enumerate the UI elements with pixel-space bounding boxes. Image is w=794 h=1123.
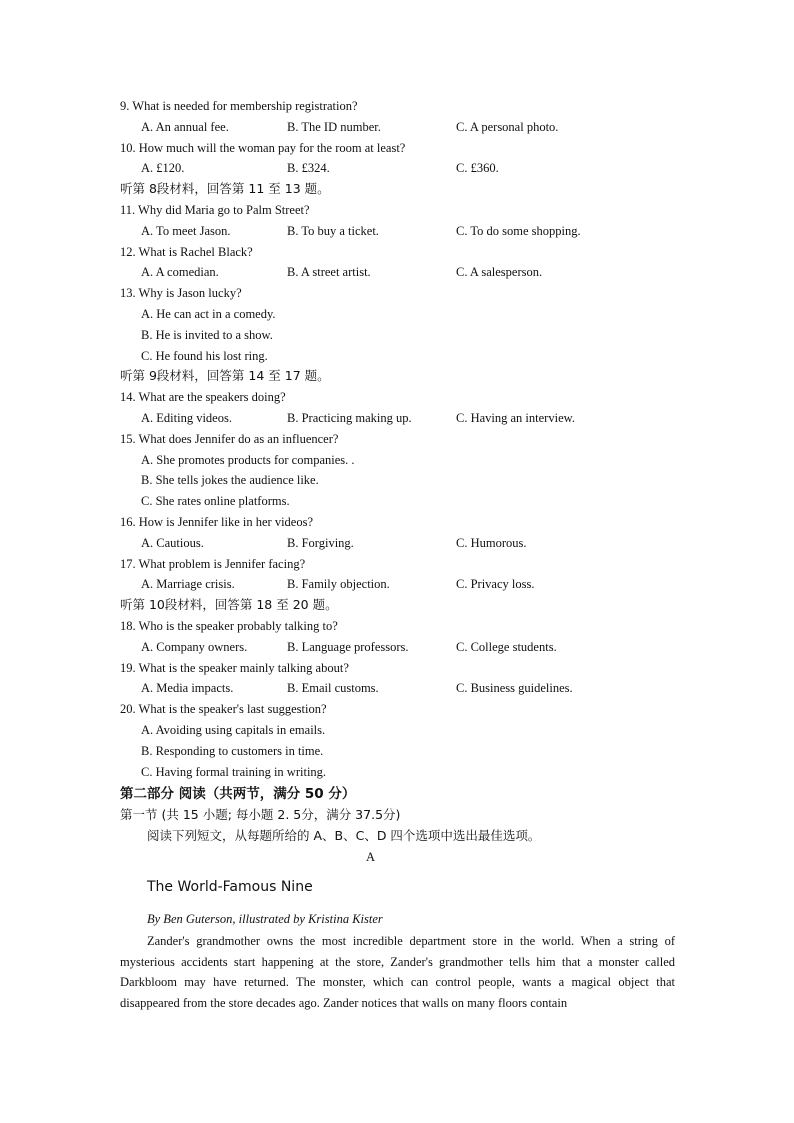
answer-option: B. £324.	[287, 161, 330, 176]
answer-option: A. Cautious.	[141, 535, 204, 550]
answer-option: A. Company owners.	[141, 639, 248, 654]
answer-option: B. Language professors.	[287, 639, 409, 654]
answer-option: A. She promotes products for companies. .	[141, 452, 355, 467]
passage-paragraph: Zander's grandmother owns the most incredible department store in the world. When a string of mysterious accidents start happening at the store, Zander's grandmother tells him that a monster called Darkbloom may have returned. The monster, which can control people, wants a magical object that disappeared from the store decades ago. Zander notices that walls on many floors contain	[120, 933, 675, 1011]
answer-option: B. Practicing making up.	[287, 411, 412, 425]
answer-option: A. Editing videos.	[141, 411, 232, 425]
answer-option: B. Responding to customers in time.	[141, 743, 324, 758]
question-stem: 9. What is needed for membership registration?	[120, 99, 358, 113]
answer-option: A. To meet Jason.	[141, 223, 231, 238]
answer-option: C. He found his lost ring.	[141, 348, 268, 363]
answer-option: A. Marriage crisis.	[141, 577, 235, 592]
answer-option: B. To buy a ticket.	[287, 223, 379, 238]
section-instruction: 听第 10段材料，回答第 18 至 20 题。	[120, 597, 338, 613]
answer-option: B. The ID number.	[287, 119, 381, 134]
answer-option: A. £120.	[141, 161, 185, 176]
question-stem: 20. What is the speaker's last suggestion?	[120, 702, 327, 717]
book-title: The World-Famous Nine	[147, 878, 313, 895]
question-stem: 19. What is the speaker mainly talking about?	[120, 660, 349, 675]
answer-option: B. A street artist.	[287, 265, 371, 280]
answer-option: C. Having an interview.	[456, 411, 575, 425]
answer-option: C. A personal photo.	[456, 119, 559, 134]
question-stem: 13. Why is Jason lucky?	[120, 286, 242, 301]
section-instruction: 听第 9段材料，回答第 14 至 17 题。	[120, 368, 330, 384]
question-stem: 18. Who is the speaker probably talking to?	[120, 619, 338, 633]
question-stem: 11. Why did Maria go to Palm Street?	[120, 203, 310, 217]
answer-option: B. She tells jokes the audience like.	[141, 473, 319, 488]
answer-option: C. College students.	[456, 639, 557, 654]
answer-option: C. A salesperson.	[456, 265, 543, 280]
question-stem: 16. How is Jennifer like in her videos?	[120, 515, 314, 529]
answer-option: C. She rates online platforms.	[141, 494, 290, 509]
question-stem: 12. What is Rachel Black?	[120, 244, 253, 259]
answer-option: C. Business guidelines.	[456, 681, 573, 696]
answer-option: C. Having formal training in writing.	[141, 764, 327, 779]
question-stem: 15. What does Jennifer do as an influencer?	[120, 431, 339, 446]
answer-option: B. Forgiving.	[287, 535, 354, 550]
answer-option: C. To do some shopping.	[456, 223, 581, 238]
answer-option: C. Privacy loss.	[456, 577, 535, 592]
answer-option: A. Media impacts.	[141, 681, 234, 696]
question-stem: 10. How much will the woman pay for the room at least?	[120, 140, 406, 155]
section-heading: 第一节 (共 15 小题; 每小题 2. 5分，满分 37.5分)	[120, 807, 401, 823]
answer-option: C. Humorous.	[456, 535, 527, 550]
answer-option: A. Avoiding using capitals in emails.	[141, 723, 326, 737]
question-stem: 14. What are the speakers doing?	[120, 390, 286, 405]
answer-option: B. He is invited to a show.	[141, 327, 273, 342]
answer-option: A. An annual fee.	[141, 119, 229, 134]
section-instruction: 听第 8段材料，回答第 11 至 13 题。	[120, 181, 330, 197]
answer-option: A. A comedian.	[141, 265, 219, 280]
answer-option: B. Family objection.	[287, 577, 390, 592]
part-heading: 第二部分 阅读（共两节，满分 50 分）	[120, 786, 356, 803]
byline: By Ben Guterson, illustrated by Kristina Kister	[147, 911, 383, 926]
question-stem: 17. What problem is Jennifer facing?	[120, 556, 306, 571]
answer-option: B. Email customs.	[287, 681, 379, 696]
passage-letter: A	[366, 849, 376, 864]
reading-instruction: 阅读下列短文，从每题所给的 A、B、C、D 四个选项中选出最佳选项。	[147, 828, 541, 843]
answer-option: C. £360.	[456, 161, 499, 176]
answer-option: A. He can act in a comedy.	[141, 307, 276, 321]
